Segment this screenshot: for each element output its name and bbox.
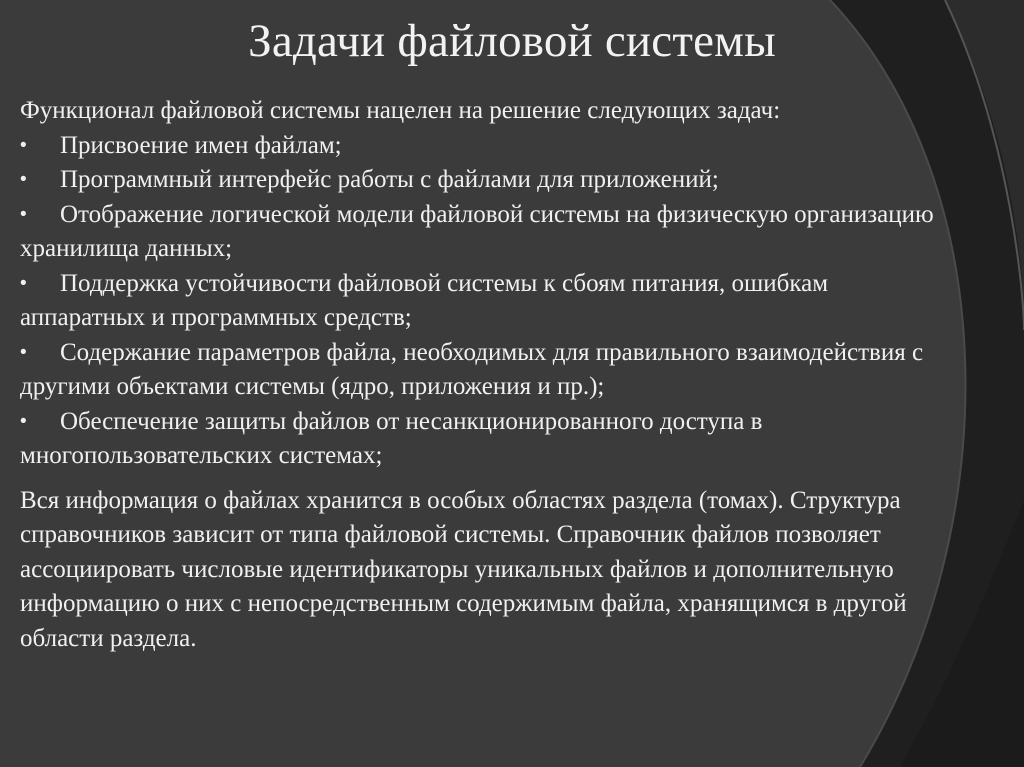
slide-title: Задачи файловой системы: [248, 15, 776, 67]
list-item-text: Программный интерфейс работы с файлами для приложений;: [60, 166, 719, 193]
list-item-text: Содержание параметров файла, необходимых для правильного взаимодействия с другими объектами системы (ядро, приложения и пр.);: [20, 338, 924, 400]
bullet-icon: •: [20, 410, 27, 432]
list-item: [20, 198, 955, 267]
bullet-icon: •: [20, 272, 27, 294]
bullet-icon: •: [20, 341, 27, 363]
list-item: [20, 336, 955, 405]
intro-text: Функционал файловой системы нацелен на решение следующих задач:: [20, 97, 781, 124]
list-item: [20, 405, 955, 474]
closing-paragraph: Вся информация о файлах хранится в особых областях раздела (томах). Структура справочников зависит от типа файловой системы. Справочник файлов позволяет ассоциировать числовые идентификаторы уникальных файлов и дополнительную информацию о них с непосредственным содержимым файла, хранящимся в другой области раздела.: [20, 486, 907, 652]
list-item: [20, 163, 955, 198]
bullet-icon: •: [20, 203, 27, 225]
list-item-text: Поддержка устойчивости файловой системы к сбоям питания, ошибкам аппаратных и программных средств;: [20, 269, 829, 331]
list-item-text: Отображение логической модели файловой системы на физическую организацию хранилища данных;: [20, 200, 934, 262]
list-item-text: Обеспечение защиты файлов от несанкционированного доступа в многопользовательских системах;: [20, 407, 763, 469]
list-item-text: Присвоение имен файлам;: [60, 131, 342, 159]
task-list: [20, 129, 955, 474]
list-item: [20, 267, 955, 336]
list-item: [20, 129, 955, 164]
bullet-icon: •: [20, 169, 27, 190]
slide-body: [20, 94, 955, 656]
bullet-icon: •: [20, 134, 27, 156]
